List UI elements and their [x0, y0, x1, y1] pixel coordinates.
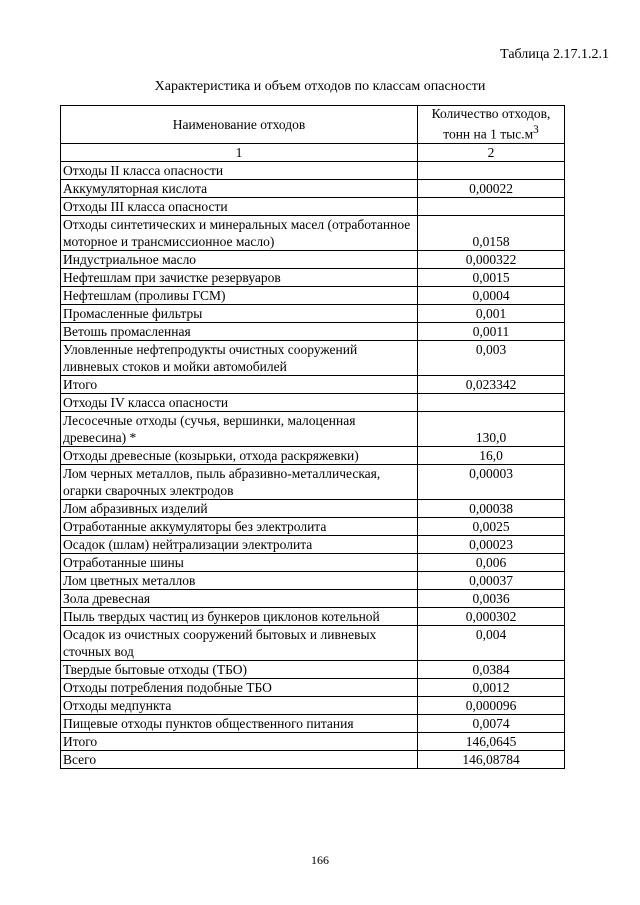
waste-name-cell: Твердые бытовые отходы (ТБО) — [61, 661, 418, 679]
table-row — [61, 305, 565, 323]
waste-quantity-cell: 0,00003 — [418, 465, 565, 500]
waste-quantity-cell: 0,00023 — [418, 536, 565, 554]
table-row — [61, 376, 565, 394]
table-caption: Таблица 2.17.1.2.1 — [500, 47, 609, 62]
waste-name-cell: Лесосечные отходы (сучья, вершинки, малоценная древесина) * — [61, 412, 418, 447]
waste-quantity-cell: 0,023342 — [418, 376, 565, 394]
waste-name-cell: Осадок из очистных сооружений бытовых и ливневых сточных вод — [61, 626, 418, 661]
waste-quantity-cell: 146,0645 — [418, 733, 565, 751]
waste-name-cell: Лом цветных металлов — [61, 572, 418, 590]
waste-name-cell: Итого — [61, 733, 418, 751]
table-row — [61, 500, 565, 518]
waste-quantity-cell: 0,000096 — [418, 697, 565, 715]
header-waste-name: Наименование отходов — [61, 106, 418, 144]
table-row — [61, 590, 565, 608]
waste-quantity-cell: 0,000322 — [418, 251, 565, 269]
waste-name-cell: Промасленные фильтры — [61, 305, 418, 323]
header-quantity-line2: тонн на 1 тыс.м — [443, 126, 534, 142]
table-row — [61, 715, 565, 733]
table-row — [61, 251, 565, 269]
table-row — [61, 751, 565, 769]
table-row — [61, 180, 565, 198]
column-number-name: 1 — [61, 144, 418, 162]
waste-name-cell: Лом абразивных изделий — [61, 500, 418, 518]
waste-name-cell: Отработанные аккумуляторы без электролита — [61, 518, 418, 536]
waste-name-cell: Уловленные нефтепродукты очистных сооружений ливневых стоков и мойки автомобилей — [61, 341, 418, 376]
waste-name-cell: Отходы потребления подобные ТБО — [61, 679, 418, 697]
waste-name-cell: Нефтешлам (проливы ГСМ) — [61, 287, 418, 305]
waste-name-cell: Нефтешлам при зачистке резервуаров — [61, 269, 418, 287]
waste-quantity-cell: 130,0 — [418, 412, 565, 447]
waste-name-cell: Итого — [61, 376, 418, 394]
waste-quantity-cell: 0,00038 — [418, 500, 565, 518]
table-row — [61, 518, 565, 536]
waste-name-cell: Ветошь промасленная — [61, 323, 418, 341]
header-quantity — [418, 106, 565, 144]
table-row — [61, 608, 565, 626]
table-row — [61, 679, 565, 697]
waste-quantity-cell — [418, 198, 565, 216]
column-number-quantity: 2 — [418, 144, 565, 162]
waste-quantity-cell: 0,0004 — [418, 287, 565, 305]
waste-name-cell: Аккумуляторная кислота — [61, 180, 418, 198]
waste-name-cell: Зола древесная — [61, 590, 418, 608]
table-row — [61, 269, 565, 287]
waste-quantity-cell: 0,0015 — [418, 269, 565, 287]
table-row — [61, 536, 565, 554]
waste-quantity-cell: 0,0025 — [418, 518, 565, 536]
table-row — [61, 697, 565, 715]
waste-name-cell: Индустриальное масло — [61, 251, 418, 269]
waste-quantity-cell: 0,00037 — [418, 572, 565, 590]
header-quantity-sup: 3 — [533, 124, 539, 137]
waste-name-cell: Пыль твердых частиц из бункеров циклонов котельной — [61, 608, 418, 626]
waste-quantity-cell: 0,0384 — [418, 661, 565, 679]
table-row — [61, 162, 565, 180]
page-number: 166 — [311, 853, 329, 867]
waste-quantity-cell — [418, 162, 565, 180]
waste-quantity-cell: 0,000302 — [418, 608, 565, 626]
waste-quantity-cell: 0,001 — [418, 305, 565, 323]
waste-quantity-cell: 0,004 — [418, 626, 565, 661]
waste-name-cell: Отходы II класса опасности — [61, 162, 418, 180]
table-row — [61, 216, 565, 251]
waste-table — [60, 105, 565, 769]
waste-quantity-cell: 0,00022 — [418, 180, 565, 198]
waste-name-cell: Отходы древесные (козырьки, отхода раскряжевки) — [61, 447, 418, 465]
waste-name-cell: Отходы III класса опасности — [61, 198, 418, 216]
waste-name-cell: Всего — [61, 751, 418, 769]
table-row — [61, 572, 565, 590]
waste-name-cell: Пищевые отходы пунктов общественного питания — [61, 715, 418, 733]
waste-quantity-cell: 0,003 — [418, 341, 565, 376]
table-row — [61, 412, 565, 447]
waste-quantity-cell: 16,0 — [418, 447, 565, 465]
table-row — [61, 465, 565, 500]
waste-quantity-cell: 146,08784 — [418, 751, 565, 769]
table-row — [61, 447, 565, 465]
waste-name-cell: Отходы медпункта — [61, 697, 418, 715]
waste-quantity-cell — [418, 394, 565, 412]
waste-quantity-cell: 0,0158 — [418, 216, 565, 251]
waste-name-cell: Осадок (шлам) нейтрализации электролита — [61, 536, 418, 554]
waste-quantity-cell: 0,0011 — [418, 323, 565, 341]
table-row — [61, 733, 565, 751]
table-row — [61, 287, 565, 305]
table-row — [61, 554, 565, 572]
table-row — [61, 394, 565, 412]
table-body — [61, 162, 565, 769]
header-row — [61, 106, 565, 144]
table-row — [61, 661, 565, 679]
waste-name-cell: Лом черных металлов, пыль абразивно-металлическая, огарки сварочных электродов — [61, 465, 418, 500]
waste-quantity-cell: 0,006 — [418, 554, 565, 572]
waste-quantity-cell: 0,0012 — [418, 679, 565, 697]
table-title: Характеристика и объем отходов по классам опасности — [154, 79, 486, 94]
waste-name-cell: Отработанные шины — [61, 554, 418, 572]
header-quantity-line1: Количество отходов, — [431, 106, 551, 122]
waste-quantity-cell: 0,0036 — [418, 590, 565, 608]
waste-name-cell: Отходы синтетических и минеральных масел (отработанное моторное и трансмиссионное масло) — [61, 216, 418, 251]
table-row — [61, 323, 565, 341]
table-row — [61, 198, 565, 216]
table-row — [61, 626, 565, 661]
table-row — [61, 341, 565, 376]
waste-name-cell: Отходы IV класса опасности — [61, 394, 418, 412]
waste-quantity-cell: 0,0074 — [418, 715, 565, 733]
column-number-row — [61, 144, 565, 162]
